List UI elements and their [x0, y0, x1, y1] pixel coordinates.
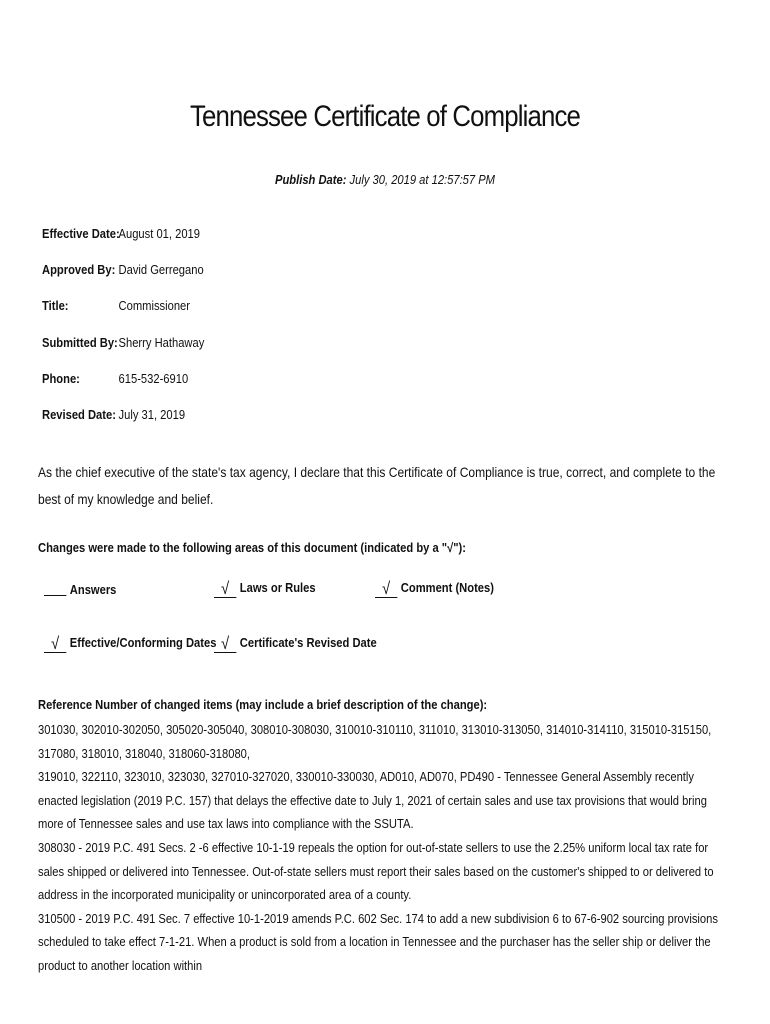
field-value: 615-532-6910	[118, 371, 189, 386]
check-mark: √	[214, 637, 236, 653]
field-title	[42, 298, 190, 313]
publish-date-value: July 30, 2019 at 12:57:57 PM	[349, 172, 495, 187]
reference-paragraph: 319010, 322110, 323010, 323030, 327010-327020, 330010-330030, AD010, AD070, PD490 - Tennessee General Assembly recently enacted legislation (2019 P.C. 157) that delays the effective date to July 1, 2021 of certain sales and use tax provisions that would bring more of Tennessee sales and use tax laws into compliance with the SSUTA.	[38, 769, 707, 832]
field-approved-by	[42, 262, 204, 277]
change-item-label: Certificate's Revised Date	[239, 635, 377, 650]
change-item-answers	[44, 580, 116, 597]
field-label: Effective Date:	[42, 226, 120, 241]
declaration-text: As the chief executive of the state's tax agency, I declare that this Certificate of Compliance is true, correct, and complete to the best of my knowledge and belief.	[38, 464, 716, 507]
publish-date	[54, 172, 716, 187]
publish-date-label: Publish Date:	[274, 172, 347, 187]
change-item-label: Comment (Notes)	[400, 580, 494, 595]
reference-paragraph: 301030, 302010-302050, 305020-305040, 308010-308030, 310010-310110, 311010, 313010-313050, 314010-314110, 315010-315150, 317080, 318010, 318040, 318060-318080,	[38, 722, 712, 761]
change-item-revised-date	[214, 635, 377, 653]
change-item-effective-dates	[44, 635, 216, 653]
field-value: July 31, 2019	[118, 407, 186, 422]
check-mark: √	[214, 582, 236, 598]
field-value: David Gerregano	[118, 262, 204, 277]
check-mark: √	[44, 637, 66, 653]
reference-body	[38, 718, 726, 978]
field-label: Title:	[42, 298, 69, 313]
reference-paragraph: 310500 - 2019 P.C. 491 Sec. 7 effective 10-1-2019 amends P.C. 602 Sec. 174 to add a new subdivision 6 to 67-6-902 sourcing provisions scheduled to take effect 7-1-21. When a product is sold from a location in Tennessee and the purchaser has the seller ship or deliver the product to another location within	[38, 910, 718, 973]
reference-paragraph: 308030 - 2019 P.C. 491 Secs. 2 -6 effective 10-1-19 repeals the option for out-of-state sellers to use the 2.25% uniform local tax rate for sales shipped or delivered into Tennessee. Out-of-state sellers must report their sales based on the customer's shipped to or delivered to address in the incorporated municipality or unincorporated area of a county.	[38, 839, 714, 903]
changes-heading: Changes were made to the following areas of this document (indicated by a "√"):	[38, 540, 466, 555]
field-value: August 01, 2019	[118, 226, 200, 241]
field-value: Commissioner	[118, 298, 190, 313]
change-item-label: Effective/Conforming Dates	[69, 635, 217, 650]
change-item-label: Laws or Rules	[239, 580, 316, 595]
change-item-label: Answers	[69, 582, 117, 597]
field-phone	[42, 371, 188, 386]
field-label: Submitted By:	[42, 335, 118, 350]
field-effective-date	[42, 226, 200, 241]
field-label: Revised Date:	[42, 407, 116, 422]
check-mark	[44, 580, 66, 596]
document-title: Tennessee Certificate of Compliance	[189, 100, 581, 133]
field-submitted-by	[42, 335, 204, 350]
change-item-laws-or-rules	[214, 580, 316, 598]
field-value: Sherry Hathaway	[118, 335, 205, 350]
field-revised-date	[42, 407, 185, 422]
check-mark: √	[375, 582, 397, 598]
change-item-comment-notes	[375, 580, 494, 598]
reference-heading: Reference Number of changed items (may include a brief description of the change):	[38, 697, 488, 712]
field-label: Phone:	[42, 371, 80, 386]
field-label: Approved By:	[42, 262, 116, 277]
